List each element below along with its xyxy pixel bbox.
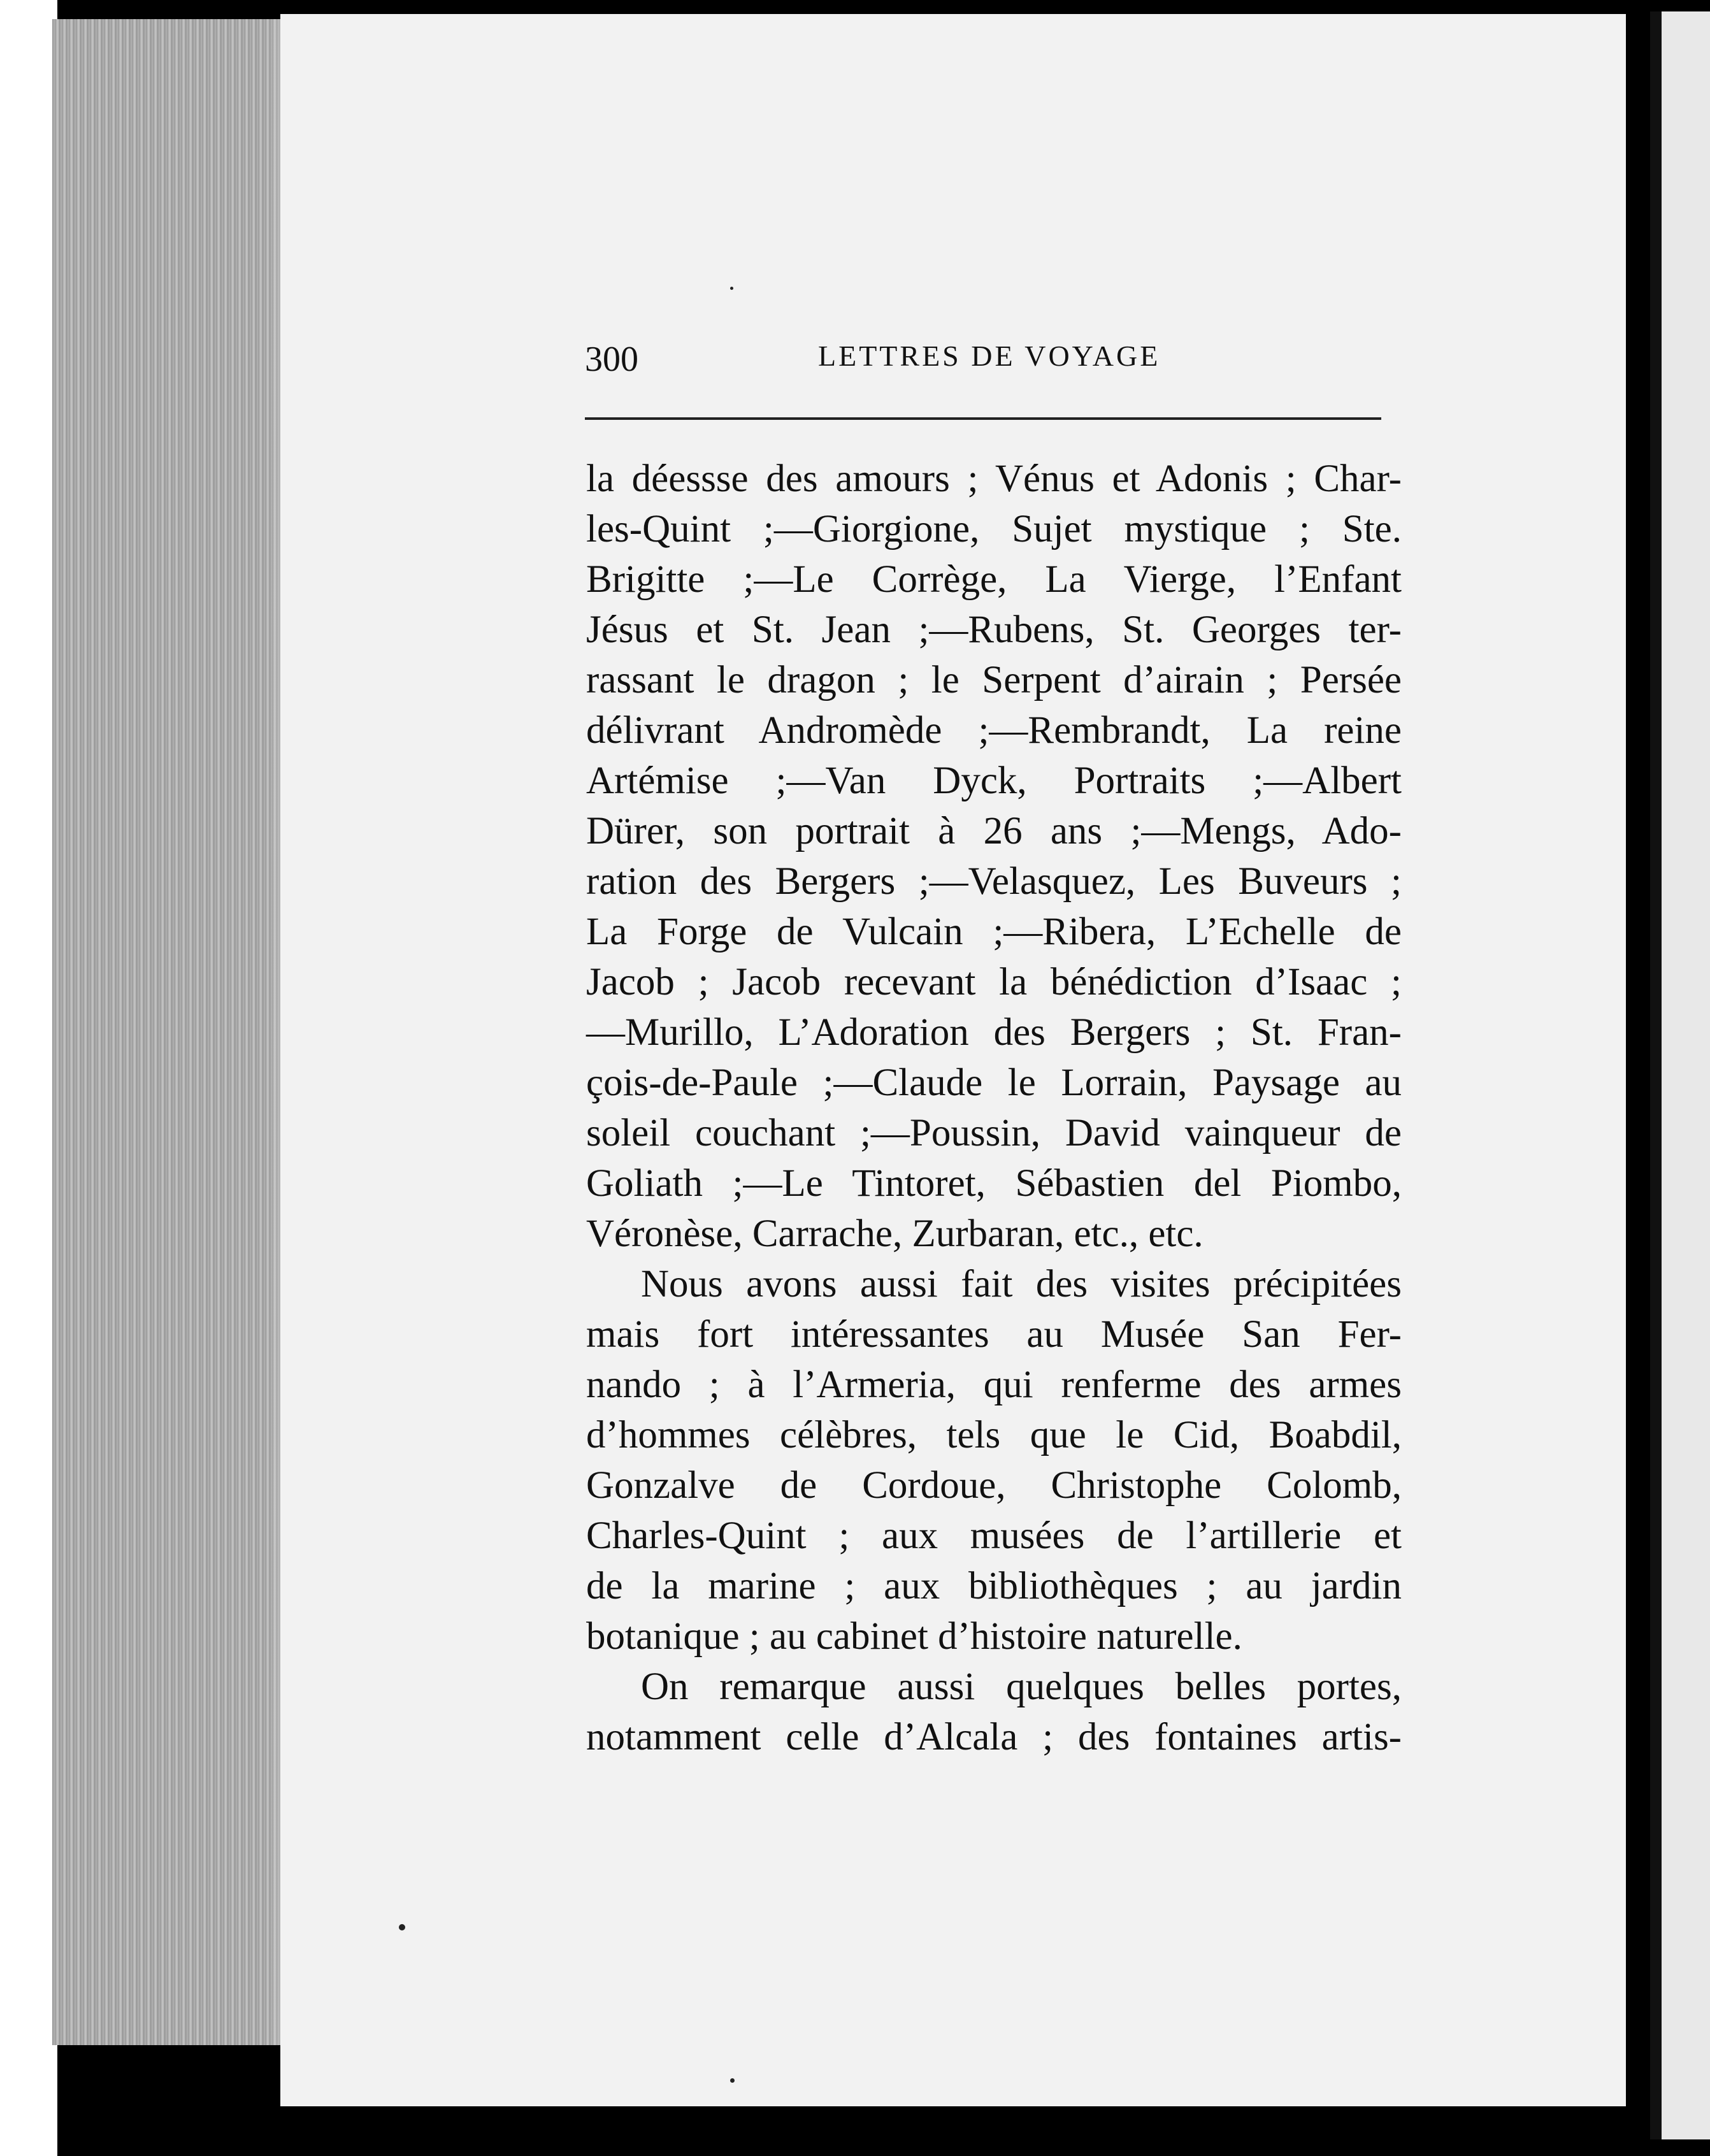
text-line: les-Quint ;—Giorgione, Sujet mystique ; Ste. bbox=[586, 508, 1402, 550]
text-line: rassant le dragon ; le Serpent d’airain ; Persée bbox=[586, 659, 1402, 701]
text-line: La Forge de Vulcain ;—Ribera, L’Echelle de bbox=[586, 910, 1402, 953]
speck bbox=[730, 2078, 735, 2083]
text-line: On remarque aussi quelques belles portes, bbox=[641, 1665, 1402, 1708]
speck bbox=[399, 1924, 405, 1930]
text-line: mais fort intéressantes au Musée San Fer- bbox=[586, 1313, 1402, 1356]
text-line: Goliath ;—Le Tintoret, Sébastien del Piombo, bbox=[586, 1162, 1402, 1205]
book-page-edges bbox=[52, 19, 307, 2045]
text-line: botanique ; au cabinet d’histoire naturelle. bbox=[586, 1615, 1242, 1658]
text-line: Gonzalve de Cordoue, Christophe Colomb, bbox=[586, 1464, 1402, 1507]
text-line: Charles-Quint ; aux musées de l’artillerie et bbox=[586, 1514, 1402, 1557]
text-line: Véronèse, Carrache, Zurbaran, etc., etc. bbox=[586, 1212, 1203, 1255]
text-line: çois-de-Paule ;—Claude le Lorrain, Paysage au bbox=[586, 1061, 1402, 1104]
text-line: Brigitte ;—Le Corrège, La Vierge, l’Enfant bbox=[586, 558, 1402, 601]
facing-page-edge bbox=[1650, 11, 1710, 2139]
scan-margin bbox=[0, 0, 57, 2156]
text-line: délivrant Andromède ;—Rembrandt, La reine bbox=[586, 709, 1402, 752]
text-line: Jésus et St. Jean ;—Rubens, St. Georges ter- bbox=[586, 608, 1402, 651]
page-header bbox=[585, 331, 1349, 389]
body-text bbox=[586, 454, 1402, 1762]
text-line: nando ; à l’Armeria, qui renferme des armes bbox=[586, 1363, 1402, 1406]
header-rule bbox=[585, 417, 1381, 420]
text-line: Dürer, son portrait à 26 ans ;—Mengs, Ado- bbox=[586, 810, 1402, 852]
running-title: LETTRES DE VOYAGE bbox=[818, 340, 1161, 372]
text-line: Nous avons aussi fait des visites précipitées bbox=[641, 1263, 1402, 1305]
text-line: soleil couchant ;—Poussin, David vainqueur de bbox=[586, 1112, 1402, 1154]
text-line: Artémise ;—Van Dyck, Portraits ;—Albert bbox=[586, 759, 1402, 802]
text-line: notamment celle d’Alcala ; des fontaines artis- bbox=[586, 1716, 1402, 1758]
text-line: de la marine ; aux bibliothèques ; au jardin bbox=[586, 1565, 1402, 1607]
text-line: ration des Bergers ;—Velasquez, Les Buveurs ; bbox=[586, 860, 1402, 903]
text-line: la déessse des amours ; Vénus et Adonis ; Char- bbox=[586, 457, 1402, 500]
text-line: Jacob ; Jacob recevant la bénédiction d’Isaac ; bbox=[586, 961, 1402, 1003]
speck bbox=[730, 287, 733, 290]
page-number: 300 bbox=[585, 340, 638, 379]
text-line: —Murillo, L’Adoration des Bergers ; St. Fran- bbox=[586, 1011, 1402, 1054]
text-line: d’hommes célèbres, tels que le Cid, Boabdil, bbox=[586, 1414, 1402, 1456]
